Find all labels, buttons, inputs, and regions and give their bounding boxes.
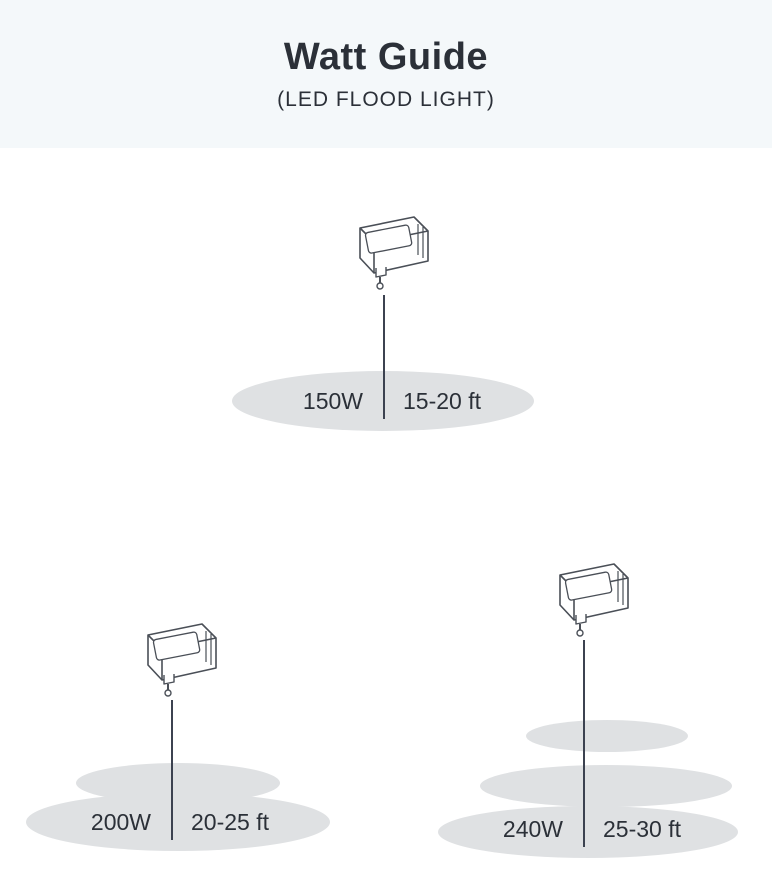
flood-light-icon [140, 618, 224, 698]
distance-label: 25-30 ft [603, 816, 681, 842]
distance-label: 20-25 ft [191, 809, 269, 835]
flood-light-icon [352, 211, 436, 291]
drop-line [171, 700, 173, 804]
watt-label: 150W [302, 388, 363, 414]
light-unit-200w [0, 478, 386, 878]
distance-label: 15-20 ft [403, 388, 481, 414]
watt-guide-diagram [0, 148, 772, 885]
watt-label: 240W [502, 816, 563, 842]
light-pool [480, 765, 732, 807]
label-divider [583, 811, 585, 847]
drop-line [383, 295, 385, 383]
drop-line [583, 640, 585, 811]
label-divider [171, 804, 173, 840]
page-title: Watt Guide [283, 35, 489, 78]
light-unit-150w [0, 148, 772, 414]
light-unit-240w [386, 448, 772, 878]
header-banner [0, 0, 772, 148]
label-divider [383, 383, 385, 419]
light-pool [526, 720, 688, 752]
flood-light-icon [552, 558, 636, 638]
page-subtitle: (LED FLOOD LIGHT) [277, 88, 495, 112]
watt-label: 200W [90, 809, 151, 835]
